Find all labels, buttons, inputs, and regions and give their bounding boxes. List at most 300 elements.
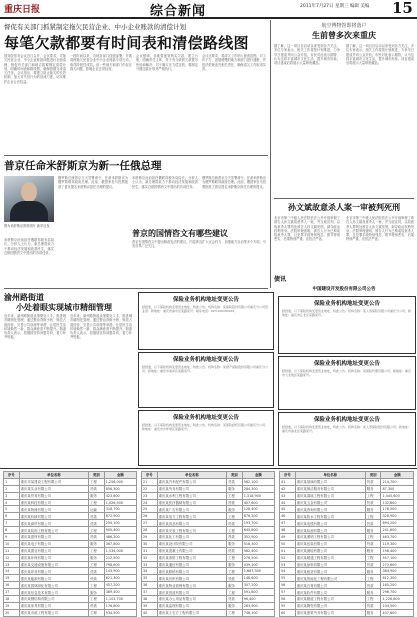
table-row: [280, 485, 414, 492]
table-cell: 645,800: [242, 527, 274, 534]
table-cell: 重庆某建筑劳务有限公司: [295, 609, 365, 616]
table-cell: 服务: [365, 609, 381, 616]
table-row: [142, 547, 275, 554]
lead-subtitle: 督促有关部门抓紧制定拖欠民营企业、中小企业账款的清偿计划: [4, 23, 186, 31]
table-cell: 1,226,800: [381, 596, 414, 603]
table-cell: 367,800: [104, 540, 136, 547]
table-row: [142, 492, 275, 499]
table-cell: 1,026,500: [104, 499, 136, 506]
table-cell: 104,500: [381, 602, 414, 609]
table-cell: 重庆某市政工程有限公司: [19, 609, 89, 616]
table-row: [280, 561, 414, 568]
table-row: [142, 602, 275, 609]
table-cell: 263,900: [242, 602, 274, 609]
table-cell: 165,200: [381, 582, 414, 589]
table-cell: 重庆某电子有限公司: [19, 540, 89, 547]
table-cell: 服务: [89, 554, 105, 561]
table-cell: 货款: [365, 561, 381, 568]
table-row: [280, 589, 414, 596]
table-cell: 货款: [365, 602, 381, 609]
table-cell: 重庆某家具有限公司: [19, 602, 89, 609]
page-number: 15: [392, 0, 413, 17]
table-cell: 重庆某设计院有限公司: [157, 540, 227, 547]
photo-suit: [10, 201, 48, 221]
table-cell: 工程: [227, 492, 243, 499]
table-row: [4, 609, 137, 616]
table-cell: 重庆某土石方工程有限公司: [157, 609, 227, 616]
ad-body: 经批准，以下保险机构变更营业地址，特此公告。机构名称：某保险股份有限公司重庆分公司营业部；新地址：重庆市渝中区某路某号；联系电话：023-XXXXXXXX。: [142, 305, 269, 313]
table-cell: 货款: [89, 534, 105, 541]
table-cell: 3: [4, 492, 20, 499]
table-header-cell: 序号: [4, 472, 20, 479]
ad-notice-4: [278, 356, 416, 410]
table-cell: 50: [280, 540, 296, 547]
table-cell: 工程: [227, 609, 243, 616]
table-row: [4, 602, 137, 609]
table-cell: 18: [4, 596, 20, 603]
table-cell: 96,400: [242, 596, 274, 603]
table-cell: 工程: [89, 478, 105, 485]
table-cell: 176,500: [381, 506, 414, 513]
table-cell: 工程: [365, 513, 381, 520]
table-cell: 31: [142, 547, 158, 554]
table-cell: 9: [4, 534, 20, 541]
table-row: [280, 575, 414, 582]
table-cell: 重庆某测绘有限公司: [295, 547, 365, 554]
table-row: [4, 485, 137, 492]
table-row: [280, 492, 414, 499]
table-header-cell: 单位名称: [157, 472, 227, 479]
table-cell: 276,500: [242, 554, 274, 561]
table-cell: 7: [4, 520, 20, 527]
table-row: [4, 478, 137, 485]
table-row: [4, 513, 137, 520]
table-cell: 重庆某办公用品有限公司: [157, 596, 227, 603]
table-cell: 87,300: [381, 485, 414, 492]
table-header-cell: 金额: [381, 472, 414, 479]
table-cell: 重庆某建材有限公司: [19, 534, 89, 541]
table-cell: 重庆某暖通工程有限公司: [295, 554, 365, 561]
table-cell: 176,800: [104, 602, 136, 609]
street-body-a: 近年来，渝州路街道从细微处入手，推进城市精细化管理，通过整治背街小巷、规范占道经营、完善公共设施等举措，让居民生活环境焕然一新，群众满意度不断提升。街道负责人表示，将继续坚持问题导向，着力补齐短板。: [4, 314, 66, 340]
table-cell: 55: [280, 575, 296, 582]
table-row: [4, 589, 137, 596]
table-cell: 1,102,700: [104, 596, 136, 603]
table-cell: 982,400: [242, 547, 274, 554]
table-cell: 重庆某劳务有限公司: [157, 485, 227, 492]
ad-notice-3: [138, 352, 274, 408]
table-row: [280, 568, 414, 575]
politics-headline: 普京任命米舒斯京为新一任俄总理: [4, 160, 162, 172]
table-cell: 24: [142, 499, 158, 506]
table-cell: 货款: [89, 485, 105, 492]
table-cell: 486,200: [104, 534, 136, 541]
table-row: [142, 561, 275, 568]
table-cell: 19: [4, 602, 20, 609]
table-cell: 1: [4, 478, 20, 485]
politics-body-col3: 俄罗斯总统普京当天签署命令，任命米舒斯京为俄罗斯联邦政府总理。此前，俄国家杜马投票批准了普京提名米舒斯京担任总理的提议。: [202, 176, 266, 189]
table-cell: 重庆某安装工程有限公司: [157, 527, 227, 534]
table-cell: 13: [4, 561, 20, 568]
table-cell: 重庆某置业有限公司: [19, 547, 89, 554]
lead-body-col2: 一段时间以来，各地各部门按照部署，开展清理拖欠民营企业中小企业账款专项行动，取得阶段性成效。但一些地方和部门仍存在拖欠问题，影响企业正常经营。: [70, 54, 132, 71]
table-row: [4, 520, 137, 527]
table-cell: 重庆某商贸有限公司: [19, 520, 89, 527]
table-cell: 905,400: [104, 527, 136, 534]
table-cell: 318,700: [104, 506, 136, 513]
table-cell: 运输: [89, 506, 105, 513]
table-row: [280, 609, 414, 616]
table-cell: 119,300: [381, 540, 414, 547]
table-cell: 工程: [227, 554, 243, 561]
table-cell: 29: [142, 534, 158, 541]
table-cell: 12: [4, 554, 20, 561]
table-cell: 服务: [227, 602, 243, 609]
table-row: [4, 568, 137, 575]
table-cell: 重庆某贸易有限公司: [19, 492, 89, 499]
ad-body: 经批准，以下保险机构变更营业地址，特此公告。机构名称：某人寿保险股份有限公司；新地址：重庆市渝北区某路某号。: [282, 425, 412, 433]
table-cell: 1,534,000: [104, 547, 136, 554]
ad-body: 经批准，以下保险机构变更营业地址，特此公告。机构名称：某保险经纪有限公司重庆分公司；新地址：重庆市沙坪坝区某路某号。: [142, 423, 269, 431]
table-cell: 934,500: [104, 609, 136, 616]
table-cell: 服务: [227, 582, 243, 589]
table-cell: 重庆某环保有限公司: [19, 554, 89, 561]
table-cell: 工程: [89, 527, 105, 534]
table-cell: 工程: [227, 568, 243, 575]
politics-sub-body: 普京在国情咨文中提出修改宪法的建议，内容涉及扩大议会权力、加强地方自治等多个方面，引发各界广泛关注。: [132, 240, 266, 249]
table-cell: 52: [280, 554, 296, 561]
table-cell: 重庆某园林绿化有限公司: [19, 582, 89, 589]
table-cell: 1,687,300: [242, 568, 274, 575]
table-cell: 工程: [89, 582, 105, 589]
table-cell: 389,400: [104, 589, 136, 596]
ad-title: 保险业务机构地址变更公告: [313, 417, 380, 423]
table-cell: 重庆某咨询有限公司: [295, 506, 365, 513]
table-row: [4, 492, 137, 499]
table-cell: 重庆某软件有限公司: [295, 589, 365, 596]
table-cell: 重庆某信息技术有限公司: [19, 589, 89, 596]
table-row: [142, 596, 275, 603]
table-cell: 463,700: [381, 534, 414, 541]
table-cell: 货款: [89, 575, 105, 582]
table-cell: 43: [280, 492, 296, 499]
table-cell: 工程: [365, 492, 381, 499]
issue-date: 2011年7月27日 星期三 编辑 美编: [300, 4, 370, 9]
table-cell: 重庆某监理有限公司: [157, 602, 227, 609]
table-cell: 重庆某消防工程有限公司: [157, 554, 227, 561]
table-row: [280, 602, 414, 609]
politics-body-left: 俄罗斯总统普京当天签署命令，任命米舒斯京为俄罗斯联邦政府总理。此前，俄国家杜马投票批准了普京提名米舒斯京担任总理的提议。: [58, 176, 128, 189]
table-cell: 重庆某印务有限公司: [19, 568, 89, 575]
table-cell: 193,700: [242, 520, 274, 527]
table-cell: 1,318,900: [242, 492, 274, 499]
politics-body-right: 米舒斯京此前担任俄联邦税务局局长。分析人士认为，新总理将致力于推动经济发展和改善民生，落实总统国情咨文中提出的各项任务。: [132, 176, 198, 189]
ad-notice-6: [278, 412, 416, 466]
table-cell: 148,600: [242, 575, 274, 582]
table-row: [280, 547, 414, 554]
table-row: [4, 596, 137, 603]
table-cell: 10: [4, 540, 20, 547]
table-cell: 1,258,000: [104, 478, 136, 485]
table-cell: 16: [4, 582, 20, 589]
table-cell: 39: [142, 602, 158, 609]
table-cell: 重庆某物流有限公司: [19, 506, 89, 513]
table-row: [4, 499, 137, 506]
table-header-cell: 序号: [142, 472, 158, 479]
ad-body: 经批准，以下保险机构变更营业地址，特此公告。机构名称：某人寿保险有限公司重庆分公司；新地址：重庆市江北区某路某号。: [282, 309, 412, 317]
table-cell: 重庆某实业有限公司: [19, 485, 89, 492]
table-row: [4, 534, 137, 541]
table-cell: 2: [4, 485, 20, 492]
table-header-cell: 单位名称: [295, 472, 365, 479]
table-cell: 服务: [227, 485, 243, 492]
table-row: [4, 575, 137, 582]
table-cell: 22: [142, 485, 158, 492]
photo-caption: 图为米舒斯京资料图片 新华社发: [4, 224, 50, 228]
table-cell: 407,600: [242, 499, 274, 506]
table-row: [280, 596, 414, 603]
table-cell: 工程: [89, 547, 105, 554]
table-cell: 38: [142, 596, 158, 603]
lead-body-col1: 国务院常务会议近日召开，会议要求，对拖欠民营企业、中小企业账款问题进行全面清理，督促有关部门和地方抓紧制定清偿计划，明确时间表和路线图，确保按期完成清欠任务。会议指出，要建立防止拖欠的长效机制，加大对失信行为的惩戒力度，切实维护企业合法权益。: [4, 54, 66, 84]
table-cell: 货款: [89, 520, 105, 527]
table-cell: 11: [4, 547, 20, 554]
table-cell: 254,100: [104, 520, 136, 527]
table-cell: 284,300: [242, 485, 274, 492]
table-cell: 672,900: [104, 513, 136, 520]
table-cell: 4: [4, 499, 20, 506]
table-cell: 328,900: [381, 513, 414, 520]
table-cell: 重庆某包装有限公司: [295, 540, 365, 547]
table-cell: 41: [280, 478, 296, 485]
table-row: [280, 520, 414, 527]
table-cell: 143,900: [104, 568, 136, 575]
table-cell: 服务: [365, 589, 381, 596]
table-cell: 23: [142, 492, 158, 499]
table-row: [280, 527, 414, 534]
newspaper-logo: 重庆日报: [4, 5, 41, 15]
table-cell: 59: [280, 602, 296, 609]
table-cell: 工程: [227, 527, 243, 534]
table-cell: 694,200: [381, 520, 414, 527]
table-cell: 工程: [89, 561, 105, 568]
table-cell: 重庆某涂料有限公司: [295, 561, 365, 568]
table-cell: 重庆某物业管理有限公司: [157, 582, 227, 589]
table-cell: 54: [280, 568, 296, 575]
table-cell: 241,600: [381, 527, 414, 534]
table-cell: 工程: [227, 589, 243, 596]
table-cell: 423,600: [104, 492, 136, 499]
table-cell: 重庆某保洁服务有限公司: [295, 485, 365, 492]
street-body-b: 近年来，渝州路街道从细微处入手，推进城市精细化管理，通过整治背街小巷、规范占道经营、完善公共设施等举措，让居民生活环境焕然一新，群众满意度不断提升。街道负责人表示，将继续坚持问题导向，着力补齐短板。: [70, 314, 132, 340]
table-cell: 重庆某通信有限公司: [157, 561, 227, 568]
table-cell: 重庆某五金有限公司: [295, 499, 365, 506]
table-cell: 212,500: [104, 554, 136, 561]
table-header-cell: 类别: [227, 472, 243, 479]
table-cell: 重庆某汽车配件有限公司: [157, 478, 227, 485]
table-cell: 33: [142, 561, 158, 568]
right-section-rule: [274, 198, 414, 199]
table-cell: 工程: [365, 534, 381, 541]
table-cell: 35: [142, 575, 158, 582]
ad-notice-1: [138, 292, 274, 350]
table-cell: 重庆某管道有限公司: [157, 589, 227, 596]
table-row: [4, 554, 137, 561]
table-row: [4, 506, 137, 513]
right-top-kicker: 航空博物馆即将落户: [321, 23, 367, 29]
table-row: [280, 582, 414, 589]
column-divider: [270, 20, 271, 288]
table-cell: 557,100: [381, 554, 414, 561]
table-row: [142, 582, 275, 589]
table-cell: 273,600: [381, 561, 414, 568]
table-cell: 货款: [227, 499, 243, 506]
table-cell: 重庆某玻璃有限公司: [295, 478, 365, 485]
table-cell: 货款: [227, 478, 243, 485]
table-cell: 货款: [89, 513, 105, 520]
table-row: [142, 485, 275, 492]
table-row: [280, 554, 414, 561]
table-cell: 42: [280, 485, 296, 492]
arrears-table-c: [279, 471, 414, 617]
table-cell: 重庆某医疗器械有限公司: [157, 499, 227, 506]
table-cell: 32: [142, 554, 158, 561]
table-cell: 重庆某租赁有限公司: [295, 568, 365, 575]
table-cell: 798,600: [104, 561, 136, 568]
table-cell: 重庆某广告有限公司: [157, 506, 227, 513]
table-cell: 198,400: [381, 547, 414, 554]
table-cell: 工程: [89, 596, 105, 603]
table-row: [280, 499, 414, 506]
ad-body: 经批准，以下保险机构变更营业地址，特此公告。机构名称：某财产保险股份有限公司重庆分公司；新地址：重庆市南岸区某路某号。: [142, 365, 269, 373]
street-headline-line1: 渝州路街道: [4, 292, 44, 302]
right-top-headline: 生前曾多次来重庆: [312, 30, 376, 40]
ad-title: 保险业务机构地址变更公告: [172, 415, 239, 421]
table-cell: 37: [142, 589, 158, 596]
table-cell: 工程: [365, 575, 381, 582]
ad-body: 经批准，以下保险机构变更营业地址，特此公告。机构名称：某保险代理有限公司；新地址：重庆市九龙坡区某路某号。: [282, 369, 412, 377]
table-cell: 307,200: [242, 582, 274, 589]
arrears-tables: [0, 468, 417, 616]
table-row: [142, 589, 275, 596]
section-rule: [4, 155, 268, 156]
ad-title: 保险业务机构地址变更公告: [313, 301, 380, 307]
table-cell: 60: [280, 609, 296, 616]
table-row: [280, 534, 414, 541]
right-mid-body-a: 北京市第三中级人民法院依法公开开庭审理了被告人孙文斌故意杀人一案，并当庭宣判，以故意杀人罪判处被告人孙文斌死刑，剥夺政治权利终身。法院审理查明，被告人行为已构成故意杀人罪，且犯罪手段特别残忍，情节特别恶劣，后果特别严重，应依法严惩。: [274, 216, 340, 242]
table-cell: 28: [142, 527, 158, 534]
ad-title: 保险业务机构地址变更公告: [313, 361, 380, 367]
table-cell: 812,300: [381, 575, 414, 582]
table-cell: 15: [4, 575, 20, 582]
masthead: [0, 0, 417, 19]
table-row: [142, 499, 275, 506]
table-cell: 货款: [365, 540, 381, 547]
table-cell: 服务: [365, 547, 381, 554]
table-cell: 5: [4, 506, 20, 513]
table-header-cell: 金额: [242, 472, 274, 479]
table-row: [4, 527, 137, 534]
table-cell: 重庆某科技有限公司: [19, 499, 89, 506]
table-cell: 25: [142, 506, 158, 513]
table-row: [142, 534, 275, 541]
table-cell: 重庆某纺织有限公司: [157, 575, 227, 582]
table-cell: 214,700: [381, 478, 414, 485]
politics-body-extra: 米舒斯京此前担任俄联邦税务局局长。分析人士认为，新总理将致力于推动经济发展和改善民生，落实总统国情咨文中提出的各项任务。: [4, 238, 54, 255]
table-header-cell: 单位名称: [19, 472, 89, 479]
table-cell: 货款: [89, 568, 105, 575]
table-row: [142, 554, 275, 561]
lead-body-col3: 会议强调，各地要逐笔核实欠款，建立台账，明确责任主体，对于有分歧的欠款要尽快协商解决，对于确实无力偿还的，要制定分期还款计划并严格执行。: [136, 54, 198, 71]
table-header-cell: 金额: [104, 472, 136, 479]
right-top-body-b: 据了解，这一项目自启动以来受到各方关注。多位专家表示，相关工作将按计划推进，力争早日建成并向公众开放。市民对此表示期待，认为这将丰富城市文化生活，提升城市形象。项目建成后将展示大量珍贵藏品。: [346, 44, 414, 66]
table-row: [142, 478, 275, 485]
right-top-body-a: 据了解，这一项目自启动以来受到各方关注。多位专家表示，相关工作将按计划推进，力争早日建成并向公众开放。市民对此表示期待，认为这将丰富城市文化生活，提升城市形象。项目建成后将展示大量珍贵藏品。: [274, 44, 340, 66]
table-cell: 货款: [89, 602, 105, 609]
table-cell: 货款: [365, 582, 381, 589]
table-cell: 457,200: [104, 582, 136, 589]
ad-title: 保险业务机构地址变更公告: [172, 357, 239, 363]
table-cell: 重庆某能源有限公司: [19, 575, 89, 582]
table-cell: 工程: [365, 596, 381, 603]
table-cell: 重庆某化工有限公司: [157, 534, 227, 541]
table-cell: 8: [4, 527, 20, 534]
table-cell: 53: [280, 561, 296, 568]
table-cell: 服务: [365, 485, 381, 492]
table-cell: 重庆市某建设工程有限公司: [19, 478, 89, 485]
table-cell: 352,900: [242, 534, 274, 541]
table-cell: 货款: [227, 547, 243, 554]
section-rule-2: [4, 288, 268, 289]
table-cell: 货款: [227, 534, 243, 541]
table-cell: 6: [4, 513, 20, 520]
table-cell: 44: [280, 499, 296, 506]
table-header-cell: 序号: [280, 472, 296, 479]
table-cell: 40: [142, 609, 158, 616]
table-cell: 货款: [365, 520, 381, 527]
table-cell: 服务: [365, 527, 381, 534]
table-cell: 128,400: [242, 506, 274, 513]
section-title: 综合新闻: [150, 4, 207, 19]
table-cell: 132,800: [381, 499, 414, 506]
table-cell: 518,300: [242, 540, 274, 547]
table-row: [280, 506, 414, 513]
table-cell: 14: [4, 568, 20, 575]
table-cell: 45: [280, 506, 296, 513]
table-cell: 货款: [365, 499, 381, 506]
table-cell: 621,300: [104, 575, 136, 582]
street-headline-line2: 小处着眼实现城市精细管理: [16, 302, 112, 312]
table-cell: 工程: [89, 499, 105, 506]
table-cell: 439,100: [242, 561, 274, 568]
table-cell: 重庆某钢结构有限公司: [19, 596, 89, 603]
table-cell: 58: [280, 596, 296, 603]
table-cell: 36: [142, 582, 158, 589]
table-row: [142, 609, 275, 616]
table-row: [4, 540, 137, 547]
table-cell: 48: [280, 527, 296, 534]
table-cell: 服务: [227, 540, 243, 547]
table-cell: 重庆某水利工程有限公司: [157, 492, 227, 499]
table-cell: 服务: [365, 506, 381, 513]
table-cell: 591,800: [242, 589, 274, 596]
table-cell: 重庆某机械有限公司: [19, 513, 89, 520]
table-cell: 服务: [227, 506, 243, 513]
table-cell: 重庆某陶瓷有限公司: [295, 602, 365, 609]
table-row: [142, 540, 275, 547]
table-cell: 34: [142, 568, 158, 575]
notice-title: 债讯: [274, 276, 287, 283]
